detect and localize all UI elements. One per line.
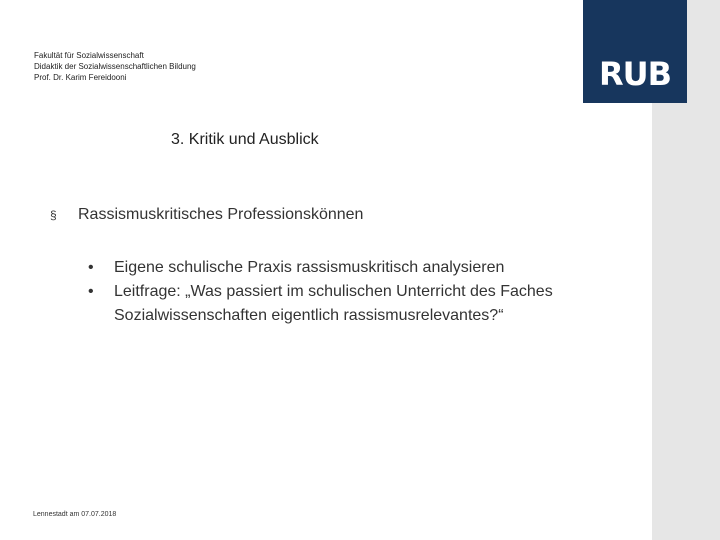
header-line-professor: Prof. Dr. Karim Fereidooni — [34, 73, 127, 82]
subbullet-item — [88, 280, 568, 328]
bullet-symbol: § — [50, 208, 57, 222]
subbullet-text: Leitfrage: „Was passiert im schulischen Unterricht des Faches Sozialwissenschaften eigentlich rassismusrelevantes?“ — [114, 283, 553, 324]
bullet-dot-icon: • — [88, 283, 94, 300]
rub-logo — [583, 0, 687, 103]
logo-text: RUB — [598, 55, 671, 93]
main-bullet-text: Rassismuskritisches Professionskönnen — [78, 206, 364, 223]
faculty-header — [34, 50, 196, 83]
subbullet-list — [88, 256, 568, 328]
header-line-department: Didaktik der Sozialwissenschaftlichen Bildung — [34, 62, 196, 71]
header-line-faculty: Fakultät für Sozialwissenschaft — [34, 51, 144, 60]
main-bullet — [50, 206, 363, 224]
bullet-dot-icon: • — [88, 259, 94, 276]
footer-text: Lennestadt am 07.07.2018 — [33, 511, 117, 518]
slide-title: 3. Kritik und Ausblick — [171, 131, 319, 148]
subbullet-text: Eigene schulische Praxis rassismuskritisch analysieren — [114, 259, 505, 276]
subbullet-item — [88, 256, 568, 280]
